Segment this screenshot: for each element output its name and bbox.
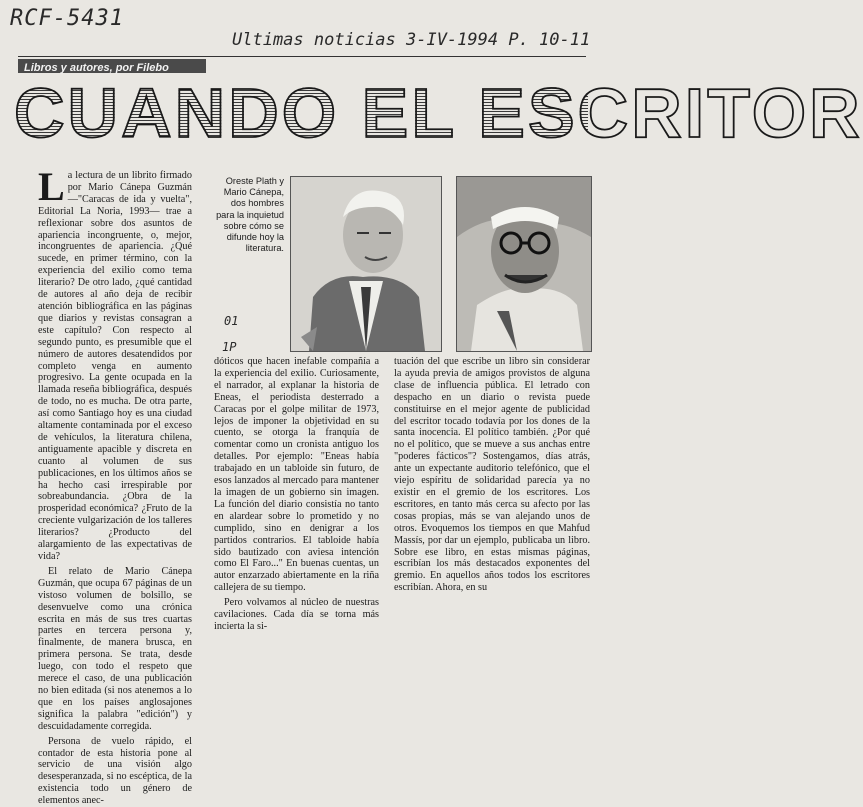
article-column-3 bbox=[394, 356, 590, 594]
portrait-elderly-man-image bbox=[291, 177, 441, 351]
photo-portrait-right bbox=[456, 176, 592, 352]
photo-portrait-left bbox=[290, 176, 442, 352]
paragraph: El relato de Mario Cánepa Guzmán, que ocupa 67 páginas de un vistoso volumen de bolsillo, se desenvuelve como una crónica escrita en más de sus tres cuartas partes en tercera persona y, finalmente, de manera brusca, en primera persona. Se trata, desde luego, con todo el respeto que merece el caso, de una publicación no bien editada (si nos atenemos a lo que en los países anglosajones significa la palabra "edición") y descuidadamente corregida. bbox=[38, 565, 192, 732]
paragraph: tuación del que escribe un libro sin considerar la ayuda previa de amigos provistos de alguna clase de influencia pública. El letrado con despacho en un diario o revista puede constituirse en el mejor agente de publicidad del escritor tocado todavía por los dones de la santa inocencia. El político también. ¿Por qué no el político, que se mueve a sus anchas entre "poderes fácticos"? Sostengamos, días atrás, ante un expectante auditorio telefónico, que el viejo espíritu de solidaridad parecía ya no existir en el gremio de los escritores. Los escritores, en tanto más cerca su afecto por las cosas propias, más se van alejando unos de otros. Evoquemos los tiempos en que Mahfud Massís, por dar un ejemplo, publicaba un libro. Sobre ese libro, en estas mismas páginas, escribían los más destacados exponentes del gremio. En aquellos años todos los escritores escribían. Ahora, en su bbox=[394, 356, 590, 594]
reference-annotation: RCF-5431 bbox=[10, 6, 124, 31]
article-column-1 bbox=[38, 164, 192, 807]
section-header bbox=[18, 56, 586, 73]
paragraph: La lectura de un librito firmado por Mario Cánepa Guzmán —"Caracas de ida y vuelta", Editorial La Noria, 1993— trae a reflexionar sobre dos asuntos de apariencia incongruente, o, mejor, incongruentes de apariencia. ¿Qué sucede, en primer término, con la experiencia del exilio como tema literario? De otro lado, ¿qué cantidad de autores al año deja de recibir atención bibliográfica en las páginas que diarios y revistas consagran a este capítulo? Con respecto al segundo punto, es presumible que el número de autores desatendidos por completo venga en aumento progresivo. La gente ocupada en la llamada reseña bibliográfica, después de todo, no es mucha. De otra parte, así como Santiago hoy es una ciudad altamente contaminada por el exceso de vehículos, la literatura chilena, antiguamente apacible y discreta en cuanto al volumen de sus publicaciones, en los últimos años se ha hecho casi irrespirable por sobreabundancia. ¿Obra de la prosperidad económica? ¿Fruto de la creciente vulgarización de los talleres literarios? ¿Producto del alargamiento de las expectativas de vida? bbox=[38, 164, 192, 562]
section-bar bbox=[18, 59, 206, 73]
photo-caption: Oreste Plath y Mario Cánepa, dos hombres para la inquietud sobre cómo se difunde hoy la literatura. bbox=[216, 176, 284, 254]
section-label: Libros y autores, por Filebo bbox=[24, 62, 169, 74]
article-column-2 bbox=[214, 356, 379, 632]
paragraph: Pero volvamos al núcleo de nuestras cavilaciones. Cada día se torna más incierta la si- bbox=[214, 597, 379, 632]
margin-mark: 1P bbox=[222, 340, 237, 354]
headline: CUANDO EL ESCRITOR bbox=[14, 74, 863, 152]
margin-mark: 01 bbox=[224, 314, 239, 328]
paragraph: dóticos que hacen inefable compañía a la experiencia del exilio. Curiosamente, el narrador, al explanar la historia de Eneas, el periodista desterrado a Caracas por el golpe militar de 1973, lejos de imponer la objetividad en su cuento, se otorga la franquía de comentar como un cronista antiguo los detalles. Por ejemplo: "Eneas había trabajado en un tabloide sin futuro, de esos lanzados al mercado para mantener la imagen de un gobierno sin imagen. La función del diario consistía no tanto en alardear sobre lo prometido y no cumplido, sino en denigrar a los partidos contrarios. El tabloide había sido bautizado con aviesa intención como El Faro..." En buenas cuentas, un autor enzarzado abiertamente en la riña callejera de su tiempo. bbox=[214, 356, 379, 594]
portrait-man-glasses-image bbox=[457, 177, 591, 351]
source-annotation: Ultimas noticias 3-IV-1994 P. 10-11 bbox=[232, 30, 591, 50]
paragraph: Persona de vuelo rápido, el contador de esta historia pone al servicio de una visión algo desesperanzada, si no escéptica, de la existencia todo un género de elementos anec- bbox=[38, 735, 192, 807]
drop-cap: L bbox=[38, 164, 65, 209]
